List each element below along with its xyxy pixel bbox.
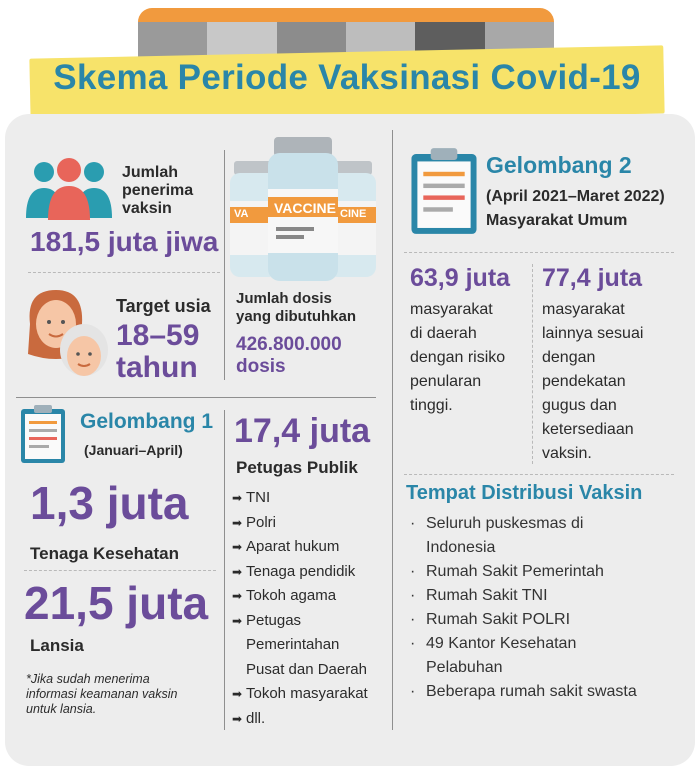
recipients-label: Jumlah penerima vaksin xyxy=(122,164,194,217)
vial-label-right: CINE xyxy=(340,208,367,220)
wave1-title: Gelombang 1 xyxy=(80,410,214,433)
list-item: ➡ dll. xyxy=(232,709,266,727)
list-item: Pelabuhan xyxy=(426,659,503,676)
list-item: ➡ Tenaga pendidik xyxy=(232,562,356,580)
age-label: Target usia xyxy=(116,296,211,316)
health-workers-label: Tenaga Kesehatan xyxy=(30,544,179,563)
age-value: 18–59 tahun xyxy=(116,319,200,384)
page-title: Skema Periode Vaksinasi Covid-19 xyxy=(53,58,641,97)
list-item: Indonesia xyxy=(426,539,496,556)
divider xyxy=(404,474,674,475)
list-item: Pusat dan Daerah xyxy=(246,660,367,678)
wave2-audience: Masyarakat Umum xyxy=(486,212,628,229)
list-item: · Beberapa rumah sakit swasta xyxy=(410,683,637,700)
distribution-list xyxy=(410,512,637,704)
dose-label: Jumlah dosis yang dibutuhkan xyxy=(236,290,356,325)
list-item: ➡ TNI xyxy=(232,489,271,506)
distribution-title: Tempat Distribusi Vaksin xyxy=(406,482,643,504)
divider xyxy=(392,130,393,730)
divider xyxy=(224,150,225,380)
wave2-right-description: masyarakat lainnya sesuai dengan pendekatan gugus dan ketersediaan vaksin. xyxy=(542,301,644,462)
dose-value: 426.800.000 dosis xyxy=(236,334,342,377)
list-item: · 49 Kantor Kesehatan xyxy=(410,635,577,652)
elderly-label: Lansia xyxy=(30,636,84,655)
public-officers-value: 17,4 juta xyxy=(234,412,371,450)
list-item: ➡ Polri xyxy=(232,513,277,531)
wave2-title: Gelombang 2 xyxy=(486,152,632,178)
divider xyxy=(532,264,533,464)
divider xyxy=(24,570,216,571)
list-item: ➡ Aparat hukum xyxy=(232,538,340,555)
public-officers-label: Petugas Publik xyxy=(236,458,358,477)
wave1-period: (Januari–April) xyxy=(84,442,183,458)
list-item: Pemerintahan xyxy=(246,636,340,653)
divider xyxy=(28,272,220,273)
divider xyxy=(224,410,225,730)
clipboard-icon xyxy=(20,404,66,464)
elderly-value: 21,5 juta xyxy=(24,577,209,629)
people-icon xyxy=(24,158,114,222)
wave2-left-description: masyarakat di daerah dengan risiko penularan tinggi. xyxy=(410,301,506,414)
list-item: · Rumah Sakit Pemerintah xyxy=(410,563,604,580)
list-item: · Seluruh puskesmas di xyxy=(410,515,584,532)
wave2-right-value: 77,4 juta xyxy=(542,264,643,292)
list-item: ➡ Petugas xyxy=(232,611,302,629)
wave2-left-value: 63,9 juta xyxy=(410,264,511,292)
list-item: · Rumah Sakit TNI xyxy=(410,587,548,604)
clipboard-icon xyxy=(410,146,478,236)
wave2-period: (April 2021–Maret 2022) xyxy=(486,188,665,205)
public-officers-list xyxy=(232,486,368,731)
recipients-value: 181,5 juta jiwa xyxy=(30,226,219,257)
divider xyxy=(16,397,376,398)
women-faces-icon xyxy=(22,284,110,384)
vial-label-left: VA xyxy=(234,208,249,220)
vial-label-center: VACCINE xyxy=(274,200,336,216)
list-item: ➡ Tokoh agama xyxy=(232,587,337,604)
elderly-note: *Jika sudah menerima informasi keamanan vaksin untuk lansia. xyxy=(26,672,178,716)
divider xyxy=(404,252,674,253)
list-item: ➡ Tokoh masyarakat xyxy=(232,685,368,702)
list-item: · Rumah Sakit POLRI xyxy=(410,611,571,628)
health-workers-value: 1,3 juta xyxy=(30,477,189,529)
